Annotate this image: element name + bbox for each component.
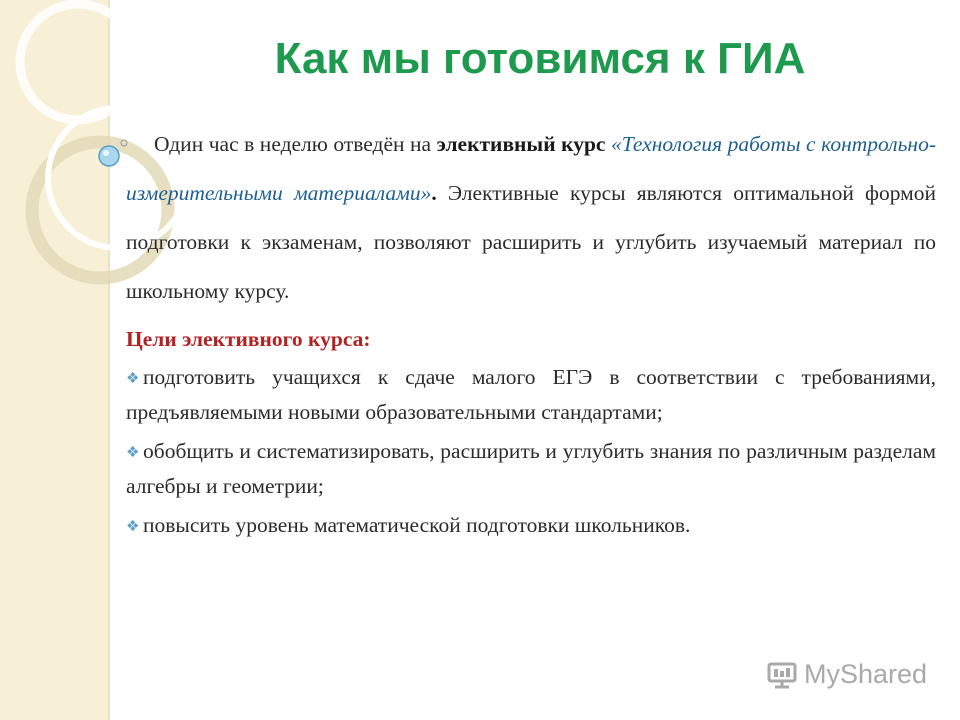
watermark-text: MyShared — [804, 658, 928, 689]
goal-text: повысить уровень математической подготовки школьников. — [143, 513, 691, 537]
diamond-bullet-icon: ❖ — [126, 519, 140, 535]
diamond-bullet-icon: ❖ — [126, 445, 140, 461]
goal-text: обобщить и систематизировать, расширить и углубить знания по различным разделам алгебры и геометрии; — [126, 439, 936, 498]
myshared-watermark — [766, 654, 927, 694]
projector-icon — [766, 659, 798, 689]
goal-text: подготовить учащихся к сдаче малого ЕГЭ в соответствии с требованиями, предъявляемыми новыми образовательными стандартами; — [126, 365, 936, 424]
goal-item — [126, 435, 936, 503]
intro-paragraph — [126, 120, 936, 316]
elective-course-bold: элективный курс — [436, 132, 606, 156]
blue-bubble-icon — [99, 146, 119, 166]
intro-period: . — [431, 181, 437, 205]
course-title: «Технология работы с контрольно-измерительными материалами» — [126, 132, 936, 205]
intro-text-part1: Один час в неделю отведён на — [154, 132, 437, 156]
goals-heading: Цели элективного курса: — [126, 327, 371, 351]
diamond-bullet-icon: ❖ — [126, 371, 140, 387]
goal-item — [126, 509, 936, 544]
slide-title: Как мы готовимся к ГИА — [274, 34, 806, 83]
intro-text-part2: Элективные курсы являются оптимальной формой подготовки к экзаменам, позволяют расширить и углубить изучаемый материал по школьному курсу. — [126, 181, 937, 303]
goal-item — [126, 361, 936, 429]
slide-body — [126, 120, 936, 550]
